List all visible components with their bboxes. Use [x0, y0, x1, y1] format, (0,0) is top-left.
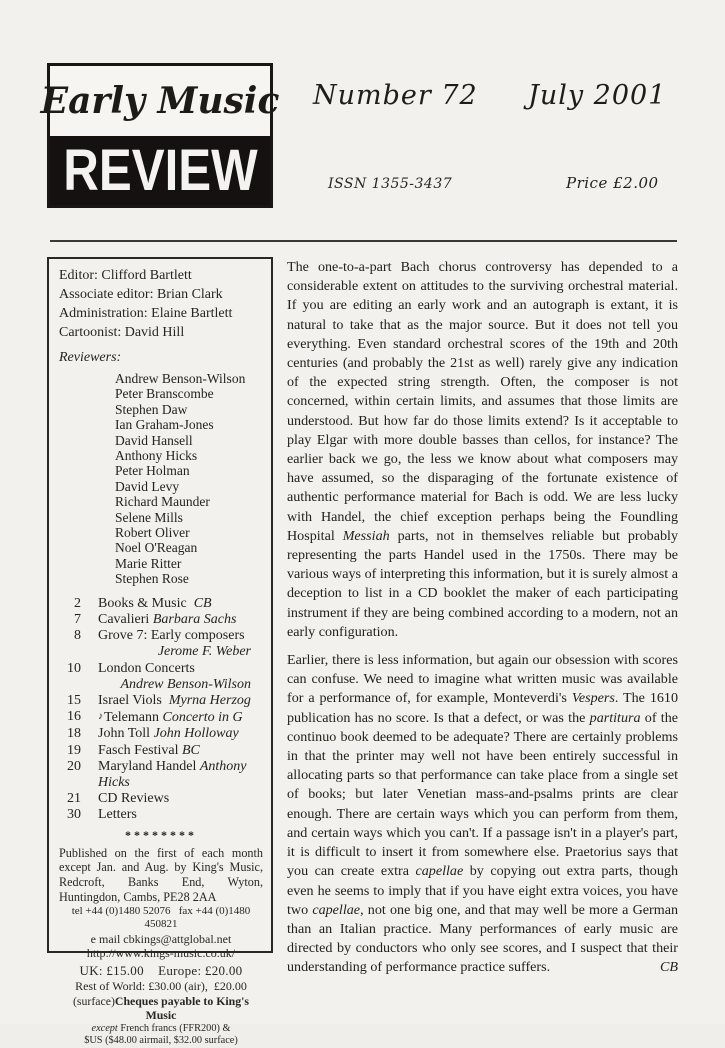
toc-entry — [81, 596, 263, 612]
article-paragraph: Earlier, there is less information, but again our obsession with scores can confuse. We need to imagine what written music was available for a performance of, for example, Monteverdi's Vespers. The 1610 publication has no score. Is that a defect, or was the partitura of the continuo book deemed to be adequate? There are certainly problems in that the printer may well not have been entirely successful in allocating parts so that performance can take place from a single set of books; but later Venetian mass-and-psalms prints are clear enough. There are certain ways which you can perform from them, and certain ways which you can't. If a passage isn't in a player's part, it is difficult to insert it from somewhere else. Praetorius says that you can create extra capellae by copying out extra parts, though even he seems to imply that if you have eight extra voices, you have two capellae, not one big one, and that may well be more a German than an Italian practice. Many performances of early music are directed by conductors who only see scores, and I suspect that their understanding of performance practice suffers. CB — [287, 651, 678, 977]
toc-row — [59, 628, 263, 660]
toc-title: Cavalieri Barbara Sachs — [98, 611, 237, 627]
toc-title: CD Reviews — [98, 791, 170, 807]
toc-entry — [81, 628, 263, 660]
toc-page-number: 16 — [67, 709, 81, 725]
toc-page-number: 19 — [67, 742, 81, 758]
reviewer-name: Andrew Benson-Wilson — [115, 371, 246, 386]
reviewer-name: Noel O'Reagan — [115, 540, 198, 556]
toc-page-number: 18 — [67, 726, 81, 742]
imprint-block — [59, 846, 263, 1048]
toc-page-number: 20 — [67, 758, 81, 774]
toc-row — [59, 612, 263, 628]
toc-title: John Toll John Holloway — [98, 726, 239, 742]
toc-page-number: 8 — [74, 628, 81, 644]
staff-line: Administration: Elaine Bartlett — [59, 306, 233, 321]
toc-page-number: 15 — [67, 692, 81, 708]
imprint-line: e mail cbkings@attglobal.net — [90, 931, 232, 946]
toc-author-line: Jerome F. Weber — [157, 644, 251, 660]
issn: ISSN 1355-3437 — [328, 176, 453, 192]
logo-review-text: REVIEW — [62, 136, 258, 203]
toc-entry — [81, 661, 263, 693]
toc-page-number: 10 — [67, 660, 81, 676]
toc-row — [59, 791, 263, 807]
reviewer-name: Ian Graham-Jones — [115, 417, 214, 433]
toc-page-number: 21 — [67, 791, 81, 807]
imprint-line: except French francs (FFR200) & — [91, 1022, 231, 1034]
toc-row — [59, 709, 263, 726]
reviewers-label: Reviewers: — [59, 350, 122, 365]
toc-entry — [81, 791, 263, 807]
reviewer-name: Selene Mills — [115, 509, 183, 525]
toc-entry — [81, 743, 263, 759]
asterisk-divider: ******** — [125, 827, 197, 842]
logo-box — [40, 63, 280, 208]
reviewer-name: Marie Ritter — [115, 555, 182, 571]
reviewer-name: David Levy — [115, 478, 180, 494]
staff-line: Editor: Clifford Bartlett — [59, 268, 192, 283]
imprint-line: $US ($48.00 airmail, $32.00 surface) — [84, 1035, 238, 1047]
article-signature: CB — [659, 959, 678, 976]
imprint-line: Rest of World: £30.00 (air), £20.00 — [75, 979, 247, 994]
staff-block — [59, 266, 263, 342]
toc-entry — [81, 612, 263, 628]
toc-entry — [81, 709, 263, 726]
toc-title: Letters — [98, 807, 137, 823]
reviewer-name: David Hansell — [115, 432, 193, 448]
imprint-line: http://www.kings-music.co.uk/ — [86, 946, 236, 961]
toc-title: Maryland Handel Anthony Hicks — [98, 758, 247, 790]
article-column — [287, 258, 678, 987]
toc-author-line: Andrew Benson-Wilson — [120, 676, 251, 692]
toc-title: London Concerts — [98, 660, 195, 676]
toc-title: Fasch Festival BC — [98, 742, 200, 758]
toc-row — [59, 596, 263, 612]
header-divider-rule — [50, 240, 677, 242]
imprint-line: Published on the first of each month except Jan. and Aug. by King's Music, Redcroft, Banks End, Wyton, Huntingdon, Cambs, PE28 2AA — [59, 845, 263, 904]
reviewer-name: Stephen Rose — [115, 571, 189, 587]
toc-row — [59, 661, 263, 693]
music-note-icon: ♪ — [98, 711, 103, 723]
toc-page-number: 30 — [67, 807, 81, 823]
toc-page-number: 7 — [74, 611, 81, 627]
toc-row — [59, 743, 263, 759]
toc-row — [59, 807, 263, 823]
reviewer-name: Robert Oliver — [115, 525, 190, 541]
issue-number: Number 72 — [313, 80, 478, 111]
imprint-line: tel +44 (0)1480 52076 fax +44 (0)1480 450821 — [71, 904, 251, 931]
reviewer-name: Peter Branscombe — [115, 386, 214, 402]
toc-page-number: 2 — [74, 595, 81, 611]
sidebar-box — [47, 257, 273, 1047]
toc-row — [59, 693, 263, 709]
table-of-contents — [59, 596, 263, 824]
staff-line: Associate editor: Brian Clark — [59, 287, 223, 302]
toc-entry — [81, 726, 263, 742]
reviewers-list — [59, 371, 263, 587]
price: Price £2.00 — [566, 174, 659, 192]
toc-title: Israel Viols Myrna Herzog — [98, 692, 251, 708]
reviewer-name: Peter Holman — [115, 463, 190, 479]
article-paragraph: The one-to-a-part Bach chorus controversy has depended to a considerable extent on attitudes to the surviving orchestral material. If you are editing an early work and an autograph is extant, it is natural to take that as the major source. But it does not tell you everything. Even standard orchestral scores of the 19th and 20th centuries (and probably the 21st as well) rarely give any indication of the expected string strength. Often, the composer is not concerned, within certain limits, and assumes that those limits are understood. But how far do those limits extend? Is it acceptable to play Elgar with more double basses than cellos, for instance? The earlier back we go, the less we know about what composers may have assumed, so the disparaging of the fortunate existence of authentic performance material for Bach is odd. We are less lucky with Handel, the chief exception perhaps being the Foundling Hospital Messiah parts, not in themselves reliable but probably representing the parts Handel used in the 1750s. There may be various ways of interpreting this information, but it is surely almost a deception to list in a CD booklet the maker of each participating instrument if they are being combined according to a modern, not an early configuration. — [287, 259, 678, 640]
toc-row — [59, 759, 263, 791]
logo-review-block — [50, 136, 270, 206]
imprint-line: UK: £15.00 Europe: £20.00 — [79, 962, 243, 978]
imprint-line: (surface)Cheques payable to King's Music — [73, 993, 249, 1023]
toc-entry — [81, 693, 263, 709]
toc-title: Books & Music CB — [98, 595, 212, 611]
toc-entry — [81, 759, 263, 791]
reviewer-name: Richard Maunder — [115, 494, 210, 510]
logo-title-script: Early Music — [40, 79, 280, 122]
toc-title: Grove 7: Early composers — [98, 628, 245, 644]
toc-row — [59, 726, 263, 742]
toc-title: ♪Telemann Concerto in G — [98, 710, 243, 726]
toc-entry — [81, 807, 263, 823]
staff-line: Cartoonist: David Hill — [59, 325, 185, 340]
reviewer-name: Stephen Daw — [115, 401, 188, 417]
reviewer-name: Anthony Hicks — [115, 448, 198, 464]
issue-date: July 2001 — [528, 80, 667, 111]
